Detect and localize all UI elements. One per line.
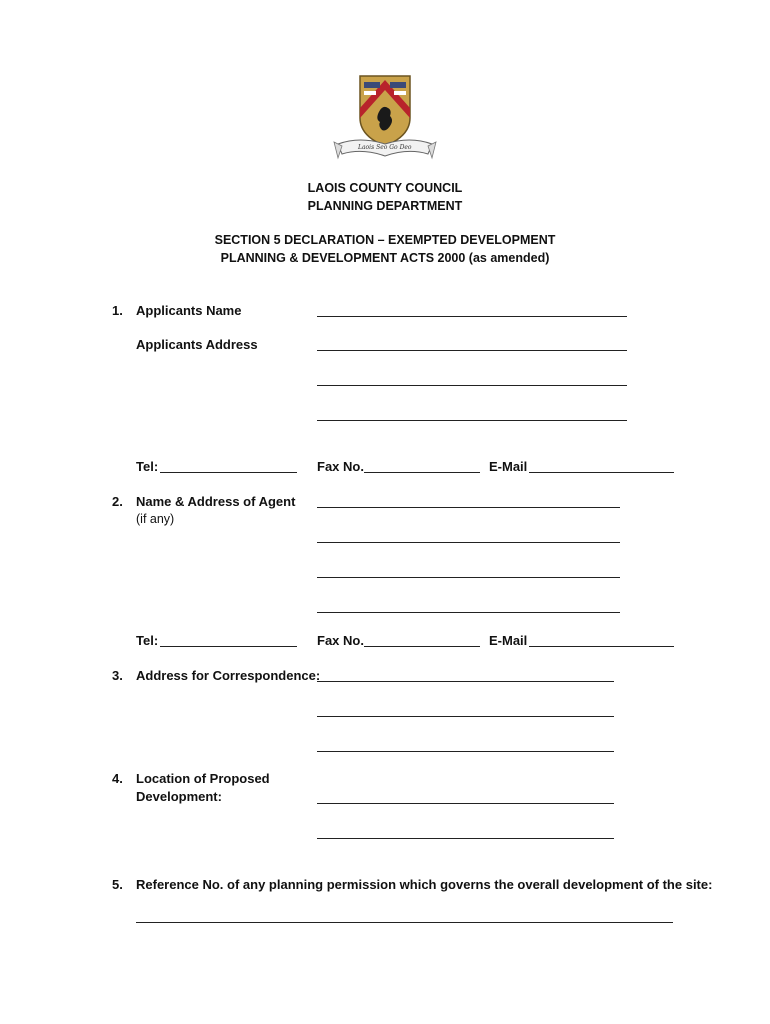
agent-sub-label: (if any) [136,512,175,526]
reference-field[interactable] [136,922,673,923]
acts-title: PLANNING & DEVELOPMENT ACTS 2000 (as amended) [220,251,550,265]
council-title: LAOIS COUNTY COUNCIL [307,181,463,195]
county-crest-logo [330,70,440,165]
applicant-tel-field[interactable] [160,472,297,473]
correspondence-label: Address for Correspondence: [136,668,321,683]
location-field-2[interactable] [317,838,614,839]
section-title: SECTION 5 DECLARATION – EXEMPTED DEVELOPMENT [214,233,556,247]
question-2-number: 2. [112,494,123,509]
applicants-address-field-3[interactable] [317,420,627,421]
question-5-number: 5. [112,877,123,892]
question-4-number: 4. [112,771,123,786]
correspondence-field-2[interactable] [317,716,614,717]
agent-email-field[interactable] [529,646,674,647]
location-field-1[interactable] [317,803,614,804]
reference-label: Reference No. of any planning permission which governs the overall development of the site: [136,877,713,892]
applicants-address-label: Applicants Address [136,337,258,352]
applicant-fax-field[interactable] [364,472,480,473]
location-label-line-2: Development: [136,789,222,804]
agent-label: Name & Address of Agent [136,494,296,509]
department-title: PLANNING DEPARTMENT [307,199,463,213]
correspondence-field-1[interactable] [317,681,614,682]
correspondence-field-3[interactable] [317,751,614,752]
question-1-number: 1. [112,303,123,318]
agent-field-4[interactable] [317,612,620,613]
applicants-name-field[interactable] [317,316,627,317]
crest-motto: Laois Seo Go Deo [358,144,412,151]
agent-tel-field[interactable] [160,646,297,647]
agent-field-3[interactable] [317,577,620,578]
applicant-email-label: E-Mail [489,459,528,474]
applicants-address-field-2[interactable] [317,385,627,386]
agent-email-label: E-Mail [489,633,528,648]
agent-tel-label: Tel: [136,633,159,648]
agent-fax-label: Fax No. [317,633,364,648]
applicant-email-field[interactable] [529,472,674,473]
question-3-number: 3. [112,668,123,683]
applicant-fax-label: Fax No. [317,459,364,474]
applicants-name-label: Applicants Name [136,303,242,318]
applicants-address-field-1[interactable] [317,350,627,351]
agent-fax-field[interactable] [364,646,480,647]
applicant-tel-label: Tel: [136,459,159,474]
location-label-line-1: Location of Proposed [136,771,270,786]
agent-field-1[interactable] [317,507,620,508]
agent-field-2[interactable] [317,542,620,543]
